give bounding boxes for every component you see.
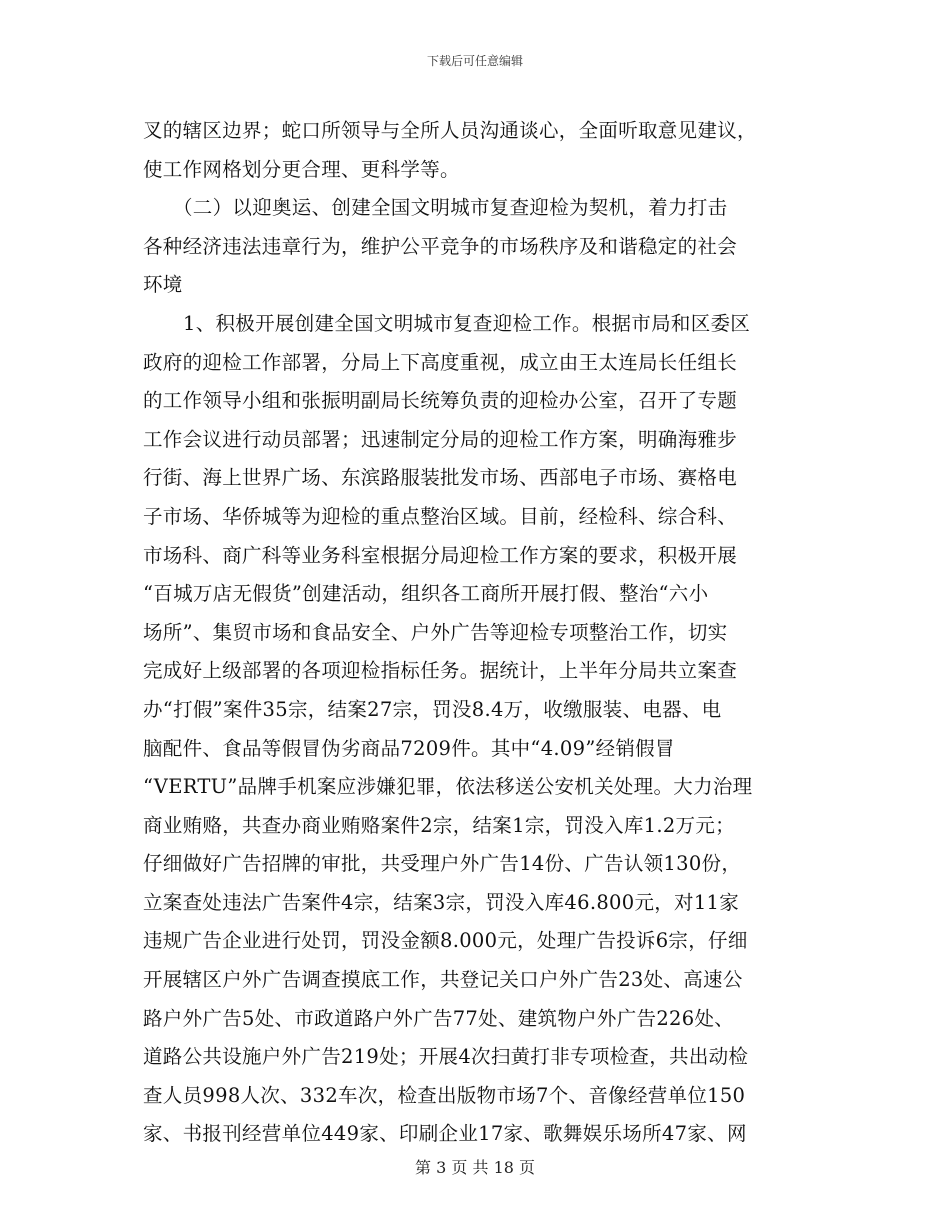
body-line: 查人员998人次、332车次，检查出版物市场7个、音像经营单位150 (143, 1083, 746, 1107)
footer-suffix: 页 (519, 1158, 536, 1177)
body-line: 政府的迎检工作部署，分局上下高度重视，成立由王太连局长任组长 (143, 350, 738, 374)
footer-total-pages: 18 (493, 1158, 514, 1177)
body-line: 道路公共设施户外广告219处；开展4次扫黄打非专项检查，共出动检 (143, 1045, 749, 1069)
body-line: 完成好上级部署的各项迎检指标任务。据统计，上半年分局共立案查 (143, 659, 738, 683)
document-body (143, 112, 811, 1154)
section-heading-line: （二）以迎奥运、创建全国文明城市复查迎检为契机，着力打击 (173, 196, 728, 220)
body-line: 子市场、华侨城等为迎检的重点整治区域。目前，经检科、综合科、 (143, 504, 738, 528)
body-line: 办“打假”案件35宗，结案27宗，罚没8.4万，收缴服装、电器、电 (143, 697, 722, 721)
body-line: 路户外广告5处、市政道路户外广告77处、建筑物户外广告226处、 (143, 1006, 735, 1030)
footer-total-word: 共 (472, 1158, 489, 1177)
body-line: 使工作网格划分更合理、更科学等。 (143, 157, 460, 181)
footer-prefix: 第 (414, 1158, 431, 1177)
body-line: “百城万店无假货”创建活动，组织各工商所开展打假、整治“六小 (143, 582, 709, 606)
body-line: 脑配件、食品等假冒伪劣商品7209件。其中“4.09”经销假冒 (143, 736, 675, 760)
body-line: 场所”、集贸市场和食品安全、户外广告等迎检专项整治工作，切实 (143, 620, 728, 644)
body-line: 开展辖区户外广告调查摸底工作，共登记关口户外广告23处、高速公 (143, 968, 743, 992)
body-line: 工作会议进行动员部署；迅速制定分局的迎检工作方案，明确海雅步 (143, 427, 738, 451)
section-heading-line: 各种经济违法违章行为，维护公平竞争的市场秩序及和谐稳定的社会 (143, 234, 738, 258)
body-line: 立案查处违法广告案件4宗，结案3宗，罚没入库46.800元，对11家 (143, 890, 740, 914)
body-line: 市场科、商广科等业务科室根据分局迎检工作方案的要求，积极开展 (143, 543, 738, 567)
section-heading-line: 环境 (143, 273, 183, 297)
body-line: 1、积极开展创建全国文明城市复查迎检工作。根据市局和区委区 (183, 311, 751, 335)
body-line: 家、书报刊经营单位449家、印刷企业17家、歌舞娱乐场所47家、网 (143, 1122, 747, 1146)
body-line: 行街、海上世界广场、东滨路服装批发市场、西部电子市场、赛格电 (143, 466, 738, 490)
body-line: 商业贿赂，共查办商业贿赂案件2宗，结案1宗，罚没入库1.2万元； (143, 813, 735, 837)
body-line: 的工作领导小组和张振明副局长统筹负责的迎检办公室，召开了专题 (143, 389, 738, 413)
body-line: 仔细做好广告招牌的审批，共受理户外广告14份、广告认领130份， (143, 852, 742, 876)
page-header-note: 下载后可任意编辑 (426, 54, 523, 68)
page-footer (0, 1155, 950, 1178)
body-line: 叉的辖区边界；蛇口所领导与全所人员沟通谈心，全面听取意见建议， (143, 119, 757, 142)
footer-current-page: 3 (436, 1158, 447, 1177)
body-line: “VERTU”品牌手机案应涉嫌犯罪，依法移送公安机关处理。大力治理 (143, 775, 753, 799)
footer-page-word: 页 (451, 1158, 468, 1177)
body-line: 违规广告企业进行处罚，罚没金额8.000元，处理广告投诉6宗，仔细 (143, 929, 748, 953)
